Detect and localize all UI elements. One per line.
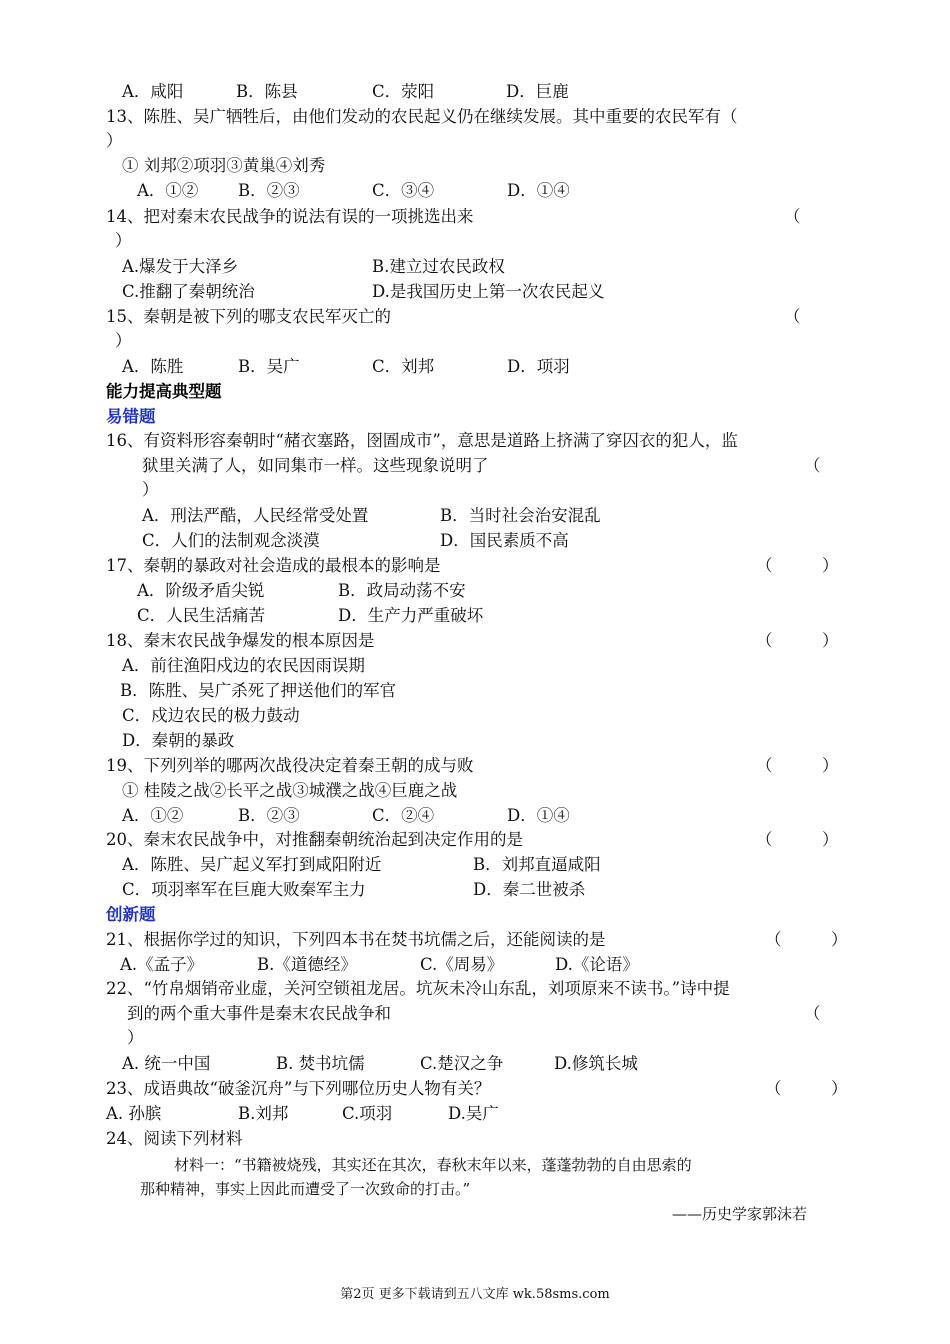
q23-stem: 23、成语典故“破釜沉舟”与下列哪位历史人物有关？	[106, 1079, 491, 1098]
option-a: A．①②	[122, 806, 184, 825]
option-d: D．项羽	[507, 357, 570, 376]
option-c: C．人民生活痛苦	[137, 606, 266, 625]
option-a: A．刑法严酷，人民经常受处置	[142, 506, 369, 525]
q24-attribution: ——历史学家郭沫若	[672, 1205, 808, 1223]
section-heading-innovation: 创新题	[106, 905, 156, 924]
q13-sub: ① 刘邦②项羽③黄巢④刘秀	[122, 156, 326, 175]
option-a: A．陈胜、吴广起义军打到咸阳附近	[122, 855, 382, 874]
q22-paren-close: ）	[127, 1028, 144, 1047]
option-d: D.是我国历史上第一次农民起义	[372, 282, 605, 301]
q23-answer-paren: （ ）	[765, 1079, 848, 1098]
option-a: A. 孙膑	[106, 1104, 162, 1123]
option-b: B．吴广	[238, 357, 300, 376]
option-b: B. 焚书坑儒	[276, 1054, 365, 1073]
q19-sub: ① 桂陵之战②长平之战③城濮之战④巨鹿之战	[122, 781, 458, 800]
option-d: D．巨鹿	[506, 82, 569, 101]
option-d: D．①④	[507, 181, 570, 200]
q15-paren-open: （	[784, 307, 801, 326]
section-heading-error-prone: 易错题	[106, 407, 156, 426]
option-b: B.《道德经》	[257, 955, 357, 974]
q13-stem: 13、陈胜、吴广牺牲后，由他们发动的农民起义仍在继续发展。其中重要的农民军有（	[106, 107, 738, 126]
option-c: C．②④	[372, 806, 435, 825]
q16-stem-line1: 16、有资料形容秦朝时“赭衣塞路，囹圄成市”，意思是道路上挤满了穿囚衣的犯人，监	[106, 431, 738, 450]
q16-paren-close: ）	[142, 480, 159, 499]
q18-option-b: B．陈胜、吴广杀死了押送他们的军官	[120, 681, 397, 700]
option-a: A．阶级矛盾尖锐	[137, 581, 265, 600]
q14-paren-close: ）	[115, 231, 132, 250]
q20-answer-paren: （ ）	[756, 830, 839, 849]
q18-answer-paren: （ ）	[756, 631, 839, 650]
option-c: C.项羽	[342, 1104, 393, 1123]
page-footer: 第2页 更多下载请到五八文库 wk.58sms.com	[340, 1287, 610, 1302]
q14-stem: 14、把对秦末农民战争的说法有误的一项挑选出来	[106, 207, 474, 226]
q19-answer-paren: （ ）	[756, 756, 839, 775]
option-a: A．①②	[137, 181, 199, 200]
option-c: C.楚汉之争	[420, 1054, 504, 1073]
q22-stem-line2: 到的两个重大事件是秦末农民战争和	[127, 1004, 391, 1023]
q17-stem: 17、秦朝的暴政对社会造成的最根本的影响是	[106, 556, 441, 575]
option-d: D．①④	[507, 806, 570, 825]
option-b: B．②③	[238, 181, 300, 200]
q18-option-a: A．前往渔阳戍边的农民因雨误期	[122, 656, 365, 675]
option-a: A. 统一中国	[122, 1054, 211, 1073]
q13-paren-close: ）	[106, 131, 123, 150]
option-c: C．③④	[372, 181, 435, 200]
option-a: A.《孟子》	[120, 955, 204, 974]
q17-answer-paren: （ ）	[756, 556, 839, 575]
q21-answer-paren: （ ）	[765, 930, 848, 949]
q16-stem-line2: 狱里关满了人，如同集市一样。这些现象说明了	[142, 456, 489, 475]
option-c: C．刘邦	[372, 357, 435, 376]
q14-paren-open: （	[784, 207, 801, 226]
option-c: C．项羽率军在巨鹿大败秦军主力	[122, 880, 366, 899]
option-d: D.吴广	[448, 1104, 499, 1123]
q22-stem-line1: 22、“竹帛烟销帝业虚，关河空锁祖龙居。坑灰未冷山东乱，刘项原来不读书。”诗中提	[106, 979, 730, 998]
option-b: B.刘邦	[238, 1104, 289, 1123]
option-b: B．陈县	[236, 82, 298, 101]
option-c: C.推翻了秦朝统治	[122, 282, 255, 301]
q15-stem: 15、秦朝是被下列的哪支农民军灭亡的	[106, 307, 391, 326]
section-heading-ability: 能力提高典型题	[106, 382, 222, 401]
option-b: B．当时社会治安混乱	[440, 506, 601, 525]
q18-option-c: C．戍边农民的极力鼓动	[122, 706, 300, 725]
option-d: D.修筑长城	[554, 1054, 638, 1073]
option-d: D．国民素质不高	[440, 531, 569, 550]
option-b: B.建立过农民政权	[372, 257, 505, 276]
q15-paren-close: ）	[115, 331, 132, 350]
option-b: B．刘邦直逼咸阳	[473, 855, 601, 874]
q21-stem: 21、根据你学过的知识，下列四本书在焚书坑儒之后，还能阅读的是	[106, 930, 606, 949]
q19-stem: 19、下列列举的哪两次战役决定着秦王朝的成与败	[106, 756, 474, 775]
option-d: D．生产力严重破坏	[338, 606, 484, 625]
q20-stem: 20、秦末农民战争中，对推翻秦朝统治起到决定作用的是	[106, 830, 523, 849]
q22-paren-open: （	[804, 1004, 821, 1023]
option-a: A.爆发于大泽乡	[122, 257, 239, 276]
q16-paren-open: （	[804, 456, 821, 475]
option-b: B．政局动荡不安	[338, 581, 466, 600]
q18-stem: 18、秦末农民战争爆发的根本原因是	[106, 631, 375, 650]
option-d: D．秦二世被杀	[473, 880, 586, 899]
option-c: C．人们的法制观念淡漠	[142, 531, 320, 550]
option-d: D.《论语》	[555, 955, 639, 974]
option-b: B．②③	[238, 806, 300, 825]
q24-material-line2: 那种精神，事实上因此而遭受了一次致命的打击。”	[140, 1180, 471, 1198]
option-c: C.《周易》	[420, 955, 504, 974]
q24-material-line1: 材料一：“书籍被烧残，其实还在其次，春秋末年以来，蓬蓬勃勃的自由思索的	[174, 1156, 692, 1174]
q24-stem: 24、阅读下列材料	[106, 1129, 243, 1148]
option-a: A．咸阳	[122, 82, 184, 101]
q18-option-d: D．秦朝的暴政	[122, 731, 235, 750]
option-a: A．陈胜	[122, 357, 184, 376]
option-c: C．荥阳	[372, 82, 435, 101]
